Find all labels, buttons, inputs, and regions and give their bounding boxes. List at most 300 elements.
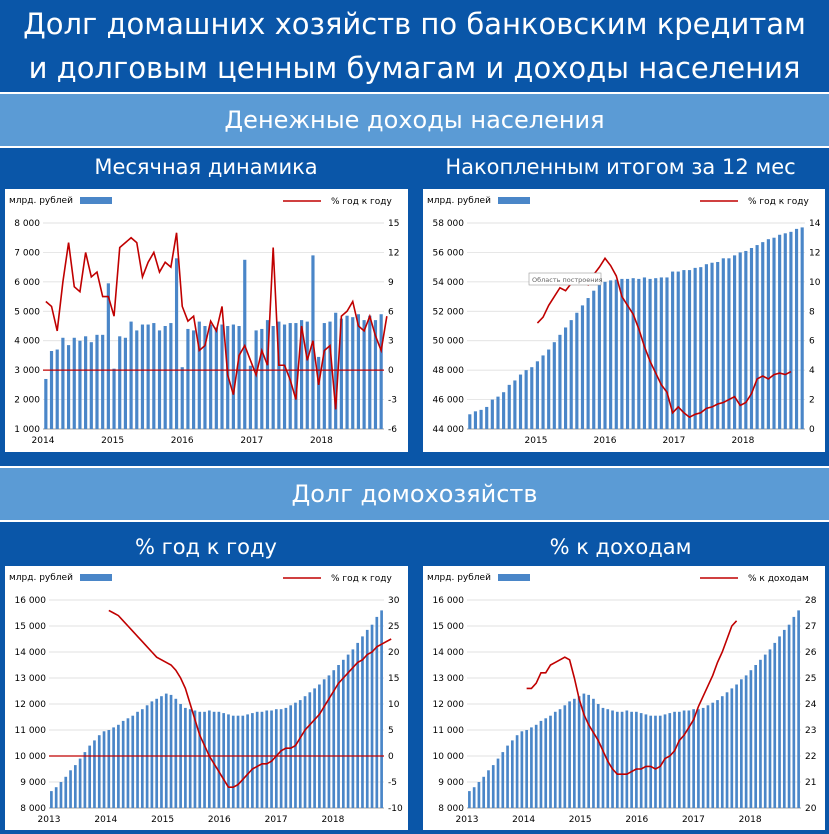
bar [643,277,646,429]
bar [740,679,743,808]
y2-tick-label: 28 [805,596,817,606]
bar [175,258,178,429]
bar [587,298,590,429]
bar [380,314,383,429]
bar [697,709,700,808]
bar [682,270,685,429]
bar [575,313,578,429]
bar [50,791,53,808]
x-tick-label: 2014 [31,436,55,446]
title-line-1: Долг домашних хозяйств по банковским кредитам [23,7,806,41]
x-tick-label: 2018 [309,436,333,446]
bar [553,342,556,429]
bar [361,636,364,808]
y2-tick-label: 20 [388,648,400,658]
bar [597,704,600,808]
chart-debt-yoy [5,566,408,830]
bar [665,277,668,429]
bar [368,316,371,429]
y2-tick-label: 22 [805,752,817,762]
bar [294,703,297,808]
bar [50,351,53,429]
x-tick-label: 2016 [625,815,649,825]
bar [222,713,225,808]
bar [256,712,259,808]
bar [767,239,770,429]
bar [323,679,326,808]
x-tick-label: 2013 [37,815,61,825]
y2-tick-label: 25 [388,622,400,632]
bar [184,708,187,808]
bar [237,716,240,808]
bar [131,716,134,808]
bar [772,238,775,429]
bar [797,610,800,808]
bar [117,725,120,808]
bar [654,278,657,429]
bar [640,713,643,808]
bar [160,696,163,808]
bar [536,361,539,429]
y2-tick-label: 3 [388,336,394,347]
bar [56,350,59,429]
bar [581,305,584,429]
bar [158,330,161,429]
bar [501,752,504,808]
bar [673,712,676,808]
bar [801,227,804,429]
bar [345,316,348,429]
bar [649,716,652,808]
bar [318,685,321,809]
y2-tick-label: -5 [388,778,397,788]
y2-tick-label: 15 [388,219,400,229]
chart-debt-income-svg [423,566,825,830]
y-tick-label: 9 000 [438,778,464,788]
subtitle-accum: Накопленным итогом за 12 мес [445,155,796,179]
bar [710,263,713,429]
y2-tick-label: 24 [805,700,817,710]
bar [750,670,753,808]
y2-tick-label: -6 [388,425,397,435]
bar [147,325,150,429]
bar [328,675,331,808]
bar [112,369,115,429]
bar [535,725,538,808]
bar [90,342,93,429]
title-line-2: и долговым ценным бумагам и доходы населения [28,51,801,85]
page-title [0,0,829,92]
bar [347,655,350,808]
bar [313,688,316,808]
bar [275,709,278,808]
bar [93,740,96,808]
bar [564,327,567,429]
chart-debt-yoy-svg [5,566,408,830]
x-tick-label: 2015 [568,815,592,825]
bar [79,759,82,808]
bar [730,688,733,808]
bar [485,407,488,429]
bar [754,665,757,808]
bar [668,713,671,808]
bar [563,705,566,808]
bar [55,787,58,808]
bar [189,709,192,808]
y-tick-label: 14 000 [14,648,46,658]
bar [632,278,635,429]
annotation-box [529,273,603,285]
bar [699,267,702,429]
bar [769,649,772,808]
bar [468,414,471,429]
x-tick-label: 2016 [207,815,231,825]
bar [208,711,211,809]
y-tick-label: 50 000 [432,336,464,347]
bar [506,746,509,808]
bar [164,326,167,429]
bar [473,787,476,808]
y-tick-label: 10 000 [14,752,46,762]
bar [357,314,360,429]
bar [328,322,331,429]
y-tick-label: 4 000 [14,336,40,347]
y2-tick-label: 10 [809,277,821,288]
bar [707,705,710,808]
subtitle-monthly: Месячная динамика [94,155,318,179]
bar [726,692,729,808]
bar [570,320,573,429]
bar [64,777,67,808]
legend-line-label: % к доходам [748,574,809,584]
bar [789,232,792,429]
bar [773,643,776,808]
bar [540,721,543,808]
y2-tick-label: 9 [388,277,394,288]
bar [678,712,681,808]
bar [544,718,547,808]
bar [541,355,544,429]
bar [255,330,258,429]
bar [592,291,595,429]
x-tick-label: 2015 [151,815,175,825]
bar [478,782,481,808]
subtitle-debt-income: % к доходам [549,535,692,559]
y-tick-label: 48 000 [432,366,464,377]
bar [519,375,522,429]
y-tick-label: 46 000 [432,395,464,406]
y-tick-label: 14 000 [432,648,464,658]
bar [626,279,629,429]
bar [260,329,263,429]
y2-tick-label: 2 [809,395,815,406]
bar [249,366,252,429]
bar [241,716,244,808]
bar [101,335,104,429]
bar [616,712,619,808]
bar [136,712,139,808]
y-tick-label: 11 000 [432,726,464,736]
x-tick-label: 2018 [731,436,755,446]
x-tick-label: 2016 [593,436,617,446]
y-tick-label: 2 000 [14,395,40,406]
bar [511,740,514,808]
y-tick-label: 15 000 [432,622,464,632]
y2-tick-label: 5 [388,726,394,736]
bar [756,245,759,429]
bar [118,336,121,429]
y2-tick-label: -3 [388,395,397,406]
bar [112,727,115,808]
y2-tick-label: -10 [388,804,403,814]
bar [598,285,601,429]
section-debt: Долг домохозяйств [0,466,829,522]
legend-bar-label: млрд. рублей [427,196,491,206]
y-tick-label: 7 000 [14,248,40,259]
y-tick-label: 13 000 [14,674,46,684]
y-tick-label: 13 000 [432,674,464,684]
bar [135,330,138,429]
bar [95,335,98,429]
bar [547,350,550,429]
bar [609,280,612,429]
bar [645,714,648,808]
bar [508,385,511,429]
bar [44,379,47,429]
y-tick-label: 56 000 [432,248,464,259]
bar [186,329,189,429]
bar [558,335,561,429]
bar [496,397,499,429]
bar [181,367,184,429]
bar [784,233,787,429]
bar [124,338,127,429]
bar [480,410,483,429]
y-tick-label: 3 000 [14,366,40,377]
bar [88,746,91,808]
bar [122,721,125,808]
bar [671,272,674,429]
bar [337,665,340,808]
bar [778,235,781,429]
y-tick-label: 52 000 [432,307,464,318]
bar [474,411,477,429]
bar [694,268,697,429]
y-tick-label: 8 000 [20,804,46,814]
bar [84,752,87,808]
x-tick-label: 2018 [738,815,762,825]
bar [198,322,201,429]
bar [69,770,72,808]
bar [280,709,283,808]
bar [745,675,748,808]
bar [67,345,70,429]
bar [778,636,781,808]
y2-tick-label: 12 [388,248,400,259]
bar [283,325,286,429]
bar [649,279,652,429]
bar [525,730,528,808]
bar [272,326,275,429]
y-tick-label: 16 000 [14,596,46,606]
bar [637,279,640,429]
annotation-text: Область построения [532,276,603,284]
bar [705,264,708,429]
bar [677,272,680,429]
bar [620,279,623,429]
bar [513,380,516,429]
bar [74,765,77,808]
bar [306,322,309,429]
bar [237,326,240,429]
bar [60,782,63,808]
y2-tick-label: 0 [388,752,394,762]
y2-tick-label: 0 [388,366,394,377]
legend-line-label: % год к году [331,574,392,584]
bar [61,338,64,429]
bar [98,735,101,808]
y-tick-label: 1 000 [14,425,40,435]
legend-bar-swatch [498,197,530,204]
bar [554,712,557,808]
y2-tick-label: 8 [809,307,815,318]
legend-line-label: % год к году [748,197,809,207]
bar [587,695,590,808]
legend-bar-swatch [80,574,112,581]
bar [521,731,524,808]
x-tick-label: 2017 [681,815,705,825]
legend-bar-label: млрд. рублей [9,196,73,206]
y2-tick-label: 6 [809,336,815,347]
x-tick-label: 2017 [264,815,288,825]
bar [232,716,235,808]
bar [334,313,337,429]
bar [764,655,767,808]
bar [107,730,110,808]
y-tick-label: 10 000 [432,752,464,762]
bar [213,712,216,808]
bar [530,367,533,429]
bar [209,325,212,429]
bar [342,660,345,808]
bar [468,791,471,808]
y-tick-label: 15 000 [14,622,46,632]
bar [351,317,354,429]
subtitle-debt-yoy: % год к году [135,535,277,559]
bar [578,696,581,808]
bar [716,700,719,808]
x-tick-label: 2013 [455,815,479,825]
bar [660,277,663,429]
bar [380,610,383,808]
bar [630,712,633,808]
bar [289,705,292,808]
bar [683,711,686,809]
chart-accum-svg [423,189,825,452]
bar [265,711,268,809]
bar [155,699,158,808]
bar [220,325,223,429]
legend-line-label: % год к году [331,197,392,207]
bar [635,712,638,808]
bar [621,712,624,808]
bar [198,712,201,808]
y-tick-label: 44 000 [432,425,464,435]
bar [793,617,796,808]
bar [711,703,714,808]
bar [592,699,595,808]
y-tick-label: 12 000 [14,700,46,710]
bar [525,370,528,429]
bar [795,229,798,429]
bar [702,708,705,808]
bar [615,280,618,429]
bar [127,718,130,808]
bar [218,712,221,808]
y2-tick-label: 26 [805,648,817,658]
bar [783,630,786,808]
y-tick-label: 8 000 [438,804,464,814]
y-tick-label: 6 000 [14,277,40,288]
bar [103,731,106,808]
bar [73,338,76,429]
bar [203,712,206,808]
y-tick-label: 5 000 [14,307,40,318]
y2-tick-label: 0 [809,425,815,435]
legend-bar-swatch [80,197,112,204]
bar [559,709,562,808]
x-tick-label: 2016 [170,436,194,446]
bar [516,735,519,808]
y2-tick-label: 27 [805,622,817,632]
y2-tick-label: 6 [388,307,394,318]
y2-tick-label: 21 [805,778,817,788]
bar [227,714,230,808]
bar [141,709,144,808]
x-tick-label: 2015 [524,436,548,446]
bar [107,283,110,429]
bar [170,695,173,808]
bar [246,714,249,808]
x-tick-label: 2017 [662,436,686,446]
bar [497,759,500,808]
bar [688,270,691,429]
bar [573,699,576,808]
y-tick-label: 12 000 [432,700,464,710]
bar [232,325,235,429]
section-income: Денежные доходы населения [0,92,829,148]
y2-tick-label: 15 [388,674,400,684]
bar [352,649,355,808]
bar [169,323,172,429]
y2-tick-label: 20 [805,804,817,814]
bar [299,700,302,808]
bar [733,255,736,429]
y2-tick-label: 25 [805,674,817,684]
bar [759,660,762,808]
y2-tick-label: 23 [805,726,817,736]
bar [502,392,505,429]
bar [192,330,195,429]
y2-tick-label: 10 [388,700,400,710]
bar [308,692,311,808]
x-tick-label: 2018 [321,815,345,825]
bar [654,716,657,808]
y-tick-label: 58 000 [432,219,464,229]
bar [78,341,81,429]
bar [261,712,264,808]
chart-debt-income [423,566,825,830]
